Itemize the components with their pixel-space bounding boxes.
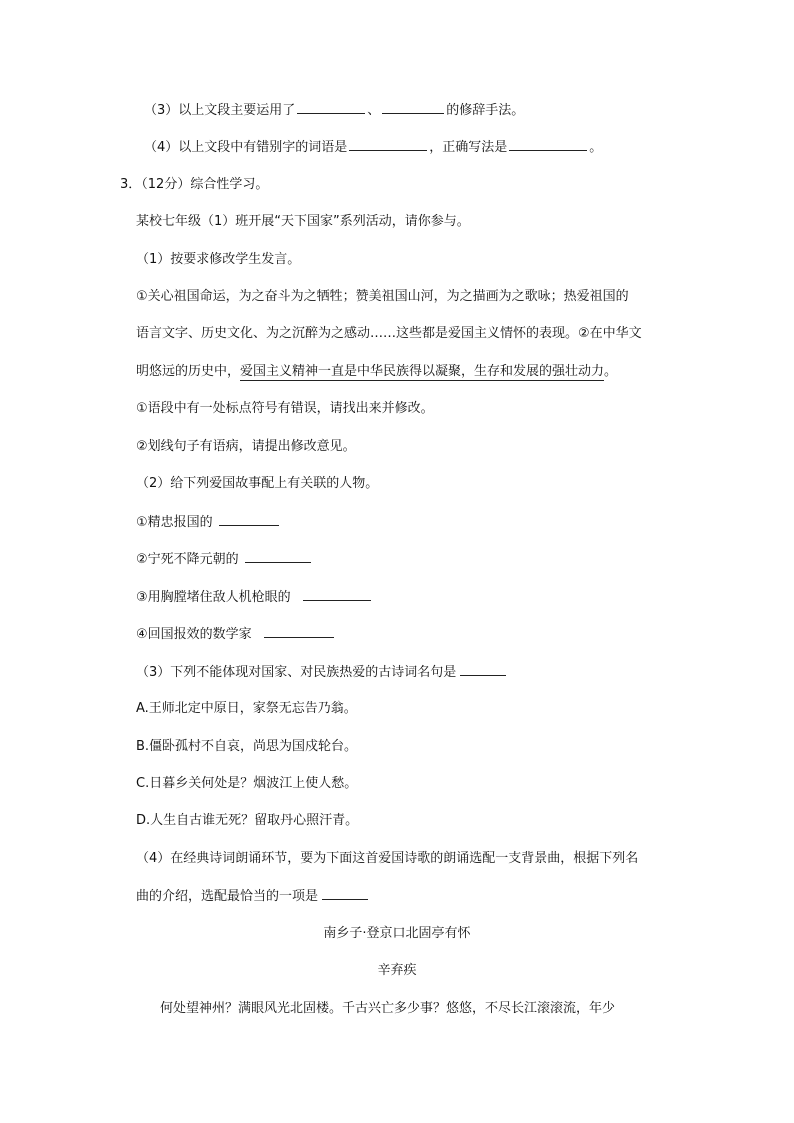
story-label: ①精忠报国的 [136,515,213,530]
q3-part1-passage-line1: ①关心祖国命运，为之奋斗为之牺牲；赞美祖国山河，为之描画为之歌咏；热爱祖国的 [136,289,629,304]
answer-blank[interactable] [349,138,427,151]
poem-title: 南乡子·登京口北固亭有怀 [323,926,471,941]
answer-blank[interactable] [297,101,365,114]
q3-heading: 3．（12分）综合性学习。 [120,177,269,192]
q3-part3-title [136,663,508,682]
q3-part3-option-b: B.僵卧孤村不自哀，尚思为国戍轮台。 [136,739,358,754]
q2-sub3 [144,101,524,120]
answer-blank[interactable] [382,101,444,114]
q3-part3-option-c: C.日暮乡关何处是？烟波江上使人愁。 [136,776,358,791]
q3-part2-item-3 [136,588,373,607]
story-label: ④回国报效的数学家 [136,627,252,642]
answer-blank[interactable] [219,513,279,526]
q3-part4-line1: （4）在经典诗词朗诵环节，要为下面这首爱国诗歌的朗诵选配一支背景曲，根据下列名 [136,851,639,866]
passage-line3-post: 。 [604,364,618,379]
poem-author: 辛弃疾 [377,963,417,978]
q3-part1-title: （1）按要求修改学生发言。 [136,252,301,267]
q2-sub4-after: 。 [589,140,603,155]
answer-blank[interactable] [509,138,587,151]
q3-intro: 某校七年级（1）班开展“天下国家”系列活动，请你参与。 [136,214,470,229]
q3-part4-line2 [136,887,370,906]
underlined-sentence: 爱国主义精神一直是中华民族得以凝聚，生存和发展的强壮动力 [240,364,605,379]
part3-question: （3）下列不能体现对国家、对民族热爱的古诗词名句是 [136,665,457,680]
q2-sub4 [144,138,602,157]
part4-question: 曲的介绍，选配最恰当的一项是 [136,889,319,904]
q2-sub3-after: 的修辞手法。 [446,103,525,118]
story-label: ②宁死不降元朝的 [136,552,239,567]
poem-line-1: 何处望神州？满眼风光北固楼。千古兴亡多少事？悠悠，不尽长江滚滚流，年少 [160,1001,616,1016]
story-label: ③用胸膛堵住敌人机枪眼的 [136,590,291,605]
q3-part1-passage-line3 [136,363,617,381]
q3-part3-option-a: A.王师北定中原日，家祭无忘告乃翁。 [136,701,357,716]
q3-part2-title: （2）给下列爱国故事配上有关联的人物。 [136,476,379,491]
q2-sub4-before: （4）以上文段中有错别字的词语是 [144,140,348,155]
q3-part2-item-1 [136,513,281,532]
answer-blank[interactable] [264,625,334,638]
answer-blank[interactable] [460,663,506,676]
answer-blank[interactable] [322,887,368,900]
q3-part1-task1: ①语段中有一处标点符号有错误，请找出来并修改。 [136,401,434,416]
answer-blank[interactable] [303,588,371,601]
q3-part2-item-2 [136,550,313,569]
q2-sub3-before: （3）以上文段主要运用了 [144,103,296,118]
q3-part2-item-4 [136,625,336,644]
q3-part3-option-d: D.人生自古谁无死？留取丹心照汗青。 [136,813,359,828]
q3-part1-task2: ②划线句子有语病，请提出修改意见。 [136,439,356,454]
q2-sub4-mid: ，正确写法是 [429,140,508,155]
q3-part1-passage-line2: 语言文字、历史文化、为之沉醉为之感动……这些都是爱国主义情怀的表现。②在中华文 [136,326,642,341]
answer-blank[interactable] [245,550,311,563]
passage-line3-pre: 明悠远的历史中， [136,364,241,379]
q2-sub3-sep: 、 [367,103,381,118]
